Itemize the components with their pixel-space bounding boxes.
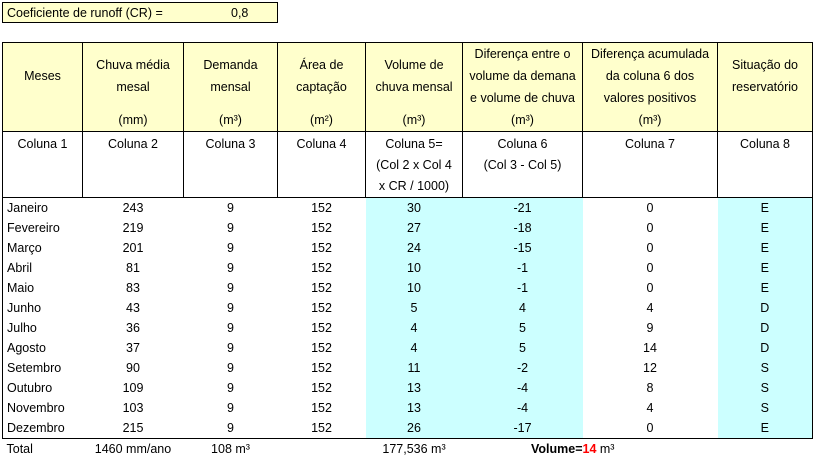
cell-demanda: 9 <box>184 418 278 439</box>
cell-area: 152 <box>278 418 366 439</box>
cell-acumulada: 14 <box>583 338 718 358</box>
column-label: Coluna 2 <box>83 132 184 198</box>
table-row <box>3 298 813 318</box>
cell-situacao: S <box>718 358 813 378</box>
cell-acumulada: 0 <box>583 218 718 238</box>
table-row <box>3 198 813 219</box>
cell-demanda: 9 <box>184 258 278 278</box>
unit-cell <box>718 109 813 132</box>
cell-area: 152 <box>278 218 366 238</box>
cell-demanda: 9 <box>184 278 278 298</box>
header-area: Área de captação <box>278 43 366 110</box>
cell-volume: 4 <box>366 338 463 358</box>
cell-volume: 26 <box>366 418 463 439</box>
header-diferenca: Diferença entre o volume da demana e volume de chuva <box>463 43 583 110</box>
cell-demanda: 9 <box>184 358 278 378</box>
header-row <box>3 43 813 110</box>
cell-chuva: 81 <box>83 258 184 278</box>
cell-diferenca: -2 <box>463 358 583 378</box>
cell-situacao: E <box>718 218 813 238</box>
total-demanda: 108 m³ <box>184 439 278 459</box>
cell-diferenca: -18 <box>463 218 583 238</box>
cell-chuva: 37 <box>83 338 184 358</box>
cell-acumulada: 0 <box>583 258 718 278</box>
table-row <box>3 278 813 298</box>
cell-acumulada: 0 <box>583 238 718 258</box>
cell-situacao: E <box>718 198 813 219</box>
total-chuva: 1460 mm/ano <box>83 439 184 459</box>
cell-acumulada: 8 <box>583 378 718 398</box>
units-row <box>3 109 813 132</box>
cell-diferenca: -1 <box>463 258 583 278</box>
cell-volume: 13 <box>366 398 463 418</box>
table-row <box>3 258 813 278</box>
cell-mes: Setembro <box>3 358 83 378</box>
unit-cell: (m³) <box>184 109 278 132</box>
cell-situacao: E <box>718 418 813 439</box>
cell-chuva: 219 <box>83 218 184 238</box>
unit-cell: (m³) <box>463 109 583 132</box>
cell-demanda: 9 <box>184 238 278 258</box>
cell-area: 152 <box>278 378 366 398</box>
column-labels-row <box>3 132 813 198</box>
header-volume: Volume de chuva mensal <box>366 43 463 110</box>
cell-mes: Dezembro <box>3 418 83 439</box>
cell-acumulada: 0 <box>583 198 718 219</box>
total-volume: 177,536 m³ <box>366 439 463 459</box>
cell-mes: Março <box>3 238 83 258</box>
cell-volume: 4 <box>366 318 463 338</box>
column-label: Coluna 5= (Col 2 x Col 4 x CR / 1000) <box>366 132 463 198</box>
table-row <box>3 338 813 358</box>
cell-area: 152 <box>278 398 366 418</box>
cell-chuva: 90 <box>83 358 184 378</box>
total-label: Total <box>3 439 83 459</box>
cell-diferenca: -15 <box>463 238 583 258</box>
cell-volume: 10 <box>366 258 463 278</box>
cell-chuva: 109 <box>83 378 184 398</box>
cell-volume: 27 <box>366 218 463 238</box>
cell-volume: 13 <box>366 378 463 398</box>
runoff-label: Coeficiente de runoff (CR) = <box>3 6 195 20</box>
unit-cell: (m³) <box>366 109 463 132</box>
cell-diferenca: -21 <box>463 198 583 219</box>
cell-diferenca: 5 <box>463 318 583 338</box>
cell-diferenca: -4 <box>463 378 583 398</box>
header-chuva: Chuva média mesal <box>83 43 184 110</box>
column-label: Coluna 1 <box>3 132 83 198</box>
cell-situacao: E <box>718 278 813 298</box>
cell-demanda: 9 <box>184 298 278 318</box>
cell-situacao: D <box>718 298 813 318</box>
cell-demanda: 9 <box>184 318 278 338</box>
volume-unit: m³ <box>596 442 614 456</box>
cell-area: 152 <box>278 298 366 318</box>
cell-chuva: 36 <box>83 318 184 338</box>
cell-situacao: S <box>718 398 813 418</box>
table-row <box>3 378 813 398</box>
cell-situacao: D <box>718 338 813 358</box>
cell-acumulada: 12 <box>583 358 718 378</box>
cell-chuva: 201 <box>83 238 184 258</box>
cell-acumulada: 9 <box>583 318 718 338</box>
cell-mes: Fevereiro <box>3 218 83 238</box>
cell-mes: Outubro <box>3 378 83 398</box>
table-row <box>3 358 813 378</box>
column-label: Coluna 6 (Col 3 - Col 5) <box>463 132 583 198</box>
cell-acumulada: 0 <box>583 278 718 298</box>
cell-demanda: 9 <box>184 378 278 398</box>
unit-cell: (m³) <box>583 109 718 132</box>
cell-area: 152 <box>278 318 366 338</box>
cell-chuva: 103 <box>83 398 184 418</box>
cell-mes: Abril <box>3 258 83 278</box>
cell-acumulada: 4 <box>583 398 718 418</box>
cell-mes: Agosto <box>3 338 83 358</box>
cell-area: 152 <box>278 198 366 219</box>
table-row <box>3 318 813 338</box>
cell-demanda: 9 <box>184 218 278 238</box>
column-label: Coluna 3 <box>184 132 278 198</box>
volume-label: Volume= <box>463 439 583 459</box>
cell-mes: Julho <box>3 318 83 338</box>
cell-diferenca: -17 <box>463 418 583 439</box>
cell-situacao: S <box>718 378 813 398</box>
cell-mes: Maio <box>3 278 83 298</box>
cell-area: 152 <box>278 238 366 258</box>
cell-demanda: 9 <box>184 338 278 358</box>
cell-mes: Junho <box>3 298 83 318</box>
column-label: Coluna 7 <box>583 132 718 198</box>
cell-mes: Novembro <box>3 398 83 418</box>
cell-diferenca: 4 <box>463 298 583 318</box>
cell-volume: 11 <box>366 358 463 378</box>
header-meses: Meses <box>3 43 83 110</box>
runoff-value: 0,8 <box>195 6 277 20</box>
cell-diferenca: -1 <box>463 278 583 298</box>
data-rows <box>3 198 813 439</box>
cell-demanda: 9 <box>184 398 278 418</box>
runoff-coefficient-box <box>2 2 278 23</box>
unit-cell <box>3 109 83 132</box>
cell-demanda: 9 <box>184 198 278 219</box>
cell-mes: Janeiro <box>3 198 83 219</box>
cell-acumulada: 4 <box>583 298 718 318</box>
cell-area: 152 <box>278 358 366 378</box>
header-acumulada: Diferença acumulada da coluna 6 dos valores positivos <box>583 43 718 110</box>
cell-diferenca: 5 <box>463 338 583 358</box>
cell-situacao: E <box>718 238 813 258</box>
rainwater-table <box>2 42 813 459</box>
cell-area: 152 <box>278 258 366 278</box>
cell-volume: 30 <box>366 198 463 219</box>
cell-chuva: 43 <box>83 298 184 318</box>
column-label: Coluna 8 <box>718 132 813 198</box>
cell-chuva: 243 <box>83 198 184 219</box>
cell-volume: 10 <box>366 278 463 298</box>
volume-number: 14 <box>583 442 597 456</box>
unit-cell: (mm) <box>83 109 184 132</box>
cell-acumulada: 0 <box>583 418 718 439</box>
cell-area: 152 <box>278 338 366 358</box>
cell-diferenca: -4 <box>463 398 583 418</box>
column-label: Coluna 4 <box>278 132 366 198</box>
header-situacao: Situação do reservatório <box>718 43 813 110</box>
cell-volume: 24 <box>366 238 463 258</box>
unit-cell: (m²) <box>278 109 366 132</box>
table-row <box>3 398 813 418</box>
table-row <box>3 418 813 439</box>
table-row <box>3 218 813 238</box>
table-row <box>3 238 813 258</box>
cell-chuva: 215 <box>83 418 184 439</box>
cell-area: 152 <box>278 278 366 298</box>
cell-volume: 5 <box>366 298 463 318</box>
header-demanda: Demanda mensal <box>184 43 278 110</box>
cell-chuva: 83 <box>83 278 184 298</box>
cell-situacao: E <box>718 258 813 278</box>
cell-situacao: D <box>718 318 813 338</box>
